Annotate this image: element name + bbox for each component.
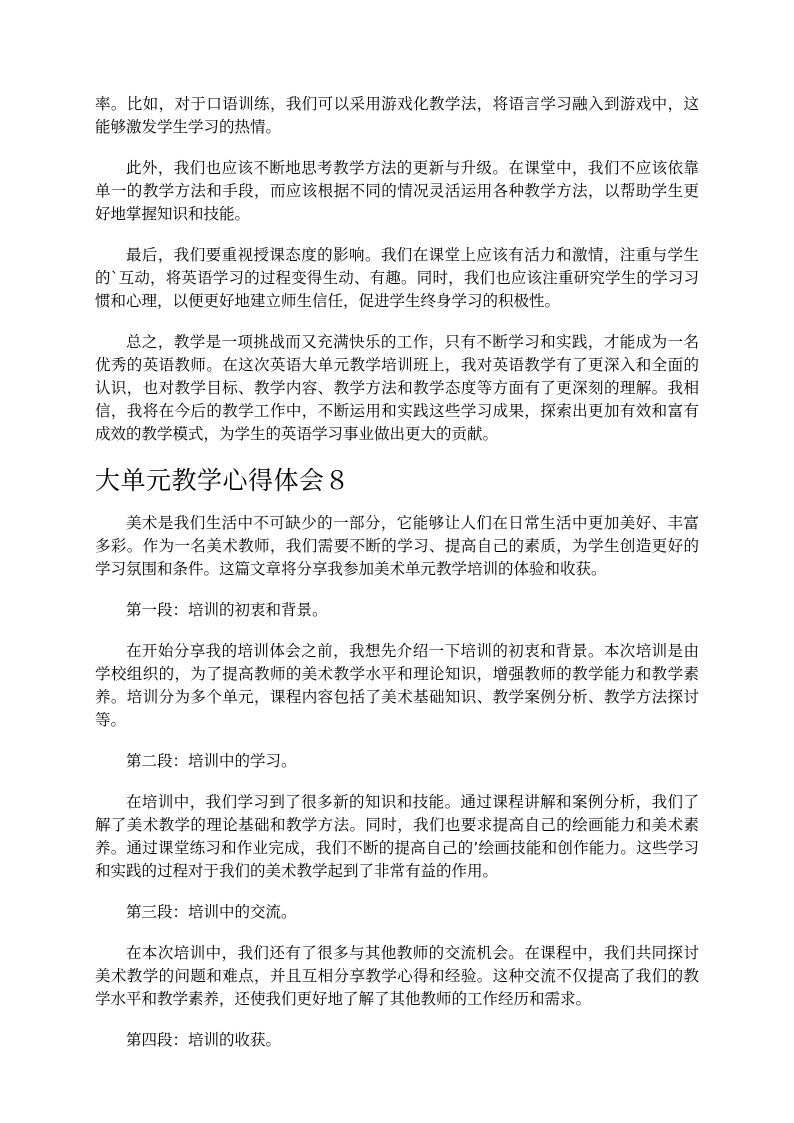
subsection-label: 第四段：培训的收获。 [126, 1031, 282, 1049]
paragraph: 美术是我们生活中不可缺少的一部分，它能够让人们在日常生活中更加美好、丰富多彩。作为一名美术教师，我们需要不断的学习、提高自己的素质，为学生创造更好的学习氛围和条件。这篇文章将分享我参加美术单元教学培训的体验和收获。 [95, 514, 699, 578]
subsection-label: 第三段：培训中的交流。 [126, 903, 297, 921]
paragraph: 此外，我们也应该不断地思考教学方法的更新与升级。在课堂中，我们不应该依靠单一的教学方法和手段，而应该根据不同的情况灵活运用各种教学方法，以帮助学生更好地掌握知识和技能。 [95, 159, 699, 223]
paragraph: 最后，我们要重视授课态度的影响。我们在课堂上应该有活力和激情，注重与学生的`互动，将英语学习的过程变得生动、有趣。同时，我们也应该注重研究学生的学习习惯和心理，以便更好地建立师生信任，促进学生终身学习的积极性。 [95, 246, 699, 310]
subsection-label: 第二段：培训中的学习。 [126, 752, 297, 770]
paragraph: 总之，教学是一项挑战而又充满快乐的工作，只有不断学习和实践，才能成为一名优秀的英语教师。在这次英语大单元教学培训班上，我对英语教学有了更深入和全面的认识，也对教学目标、教学内容、教学方法和教学态度等方面有了更深刻的理解。我相信，我将在今后的教学工作中，不断运用和实践这些学习成果，探索出更加有效和富有成效的教学模式，为学生的英语学习事业做出更大的贡献。 [95, 333, 699, 443]
paragraph: 在本次培训中，我们还有了很多与其他教师的交流机会。在课程中，我们共同探讨美术教学的问题和难点，并且互相分享教学心得和经验。这种交流不仅提高了我们的教学水平和教学素养，还使我们更好地了解了其他教师的工作经历和需求。 [95, 944, 699, 1008]
paragraph: 在培训中，我们学习到了很多新的知识和技能。通过课程讲解和案例分析，我们了解了美术教学的理论基础和教学方法。同时，我们也要求提高自己的绘画能力和美术素养。通过课堂练习和作业完成，我们不断的提高自己的’绘画技能和创作能力。这些学习和实践的过程对于我们的美术教学起到了非常有益的作用。 [95, 793, 699, 880]
paragraph: 率。比如，对于口语训练，我们可以采用游戏化教学法，将语言学习融入到游戏中，这能够激发学生学习的热情。 [95, 95, 699, 136]
section-heading: 大单元教学心得体会８ [95, 466, 351, 495]
document-body [95, 93, 699, 1070]
paragraph: 在开始分享我的培训体会之前，我想先介绍一下培训的初衷和背景。本次培训是由学校组织的，为了提高教师的美术教学水平和理论知识，增强教师的教学能力和教学素养。培训分为多个单元，课程内容包括了美术基础知识、教学案例分析、教学方法探讨等。 [95, 642, 699, 729]
subsection-label: 第一段：培训的初衷和背景。 [126, 601, 328, 619]
